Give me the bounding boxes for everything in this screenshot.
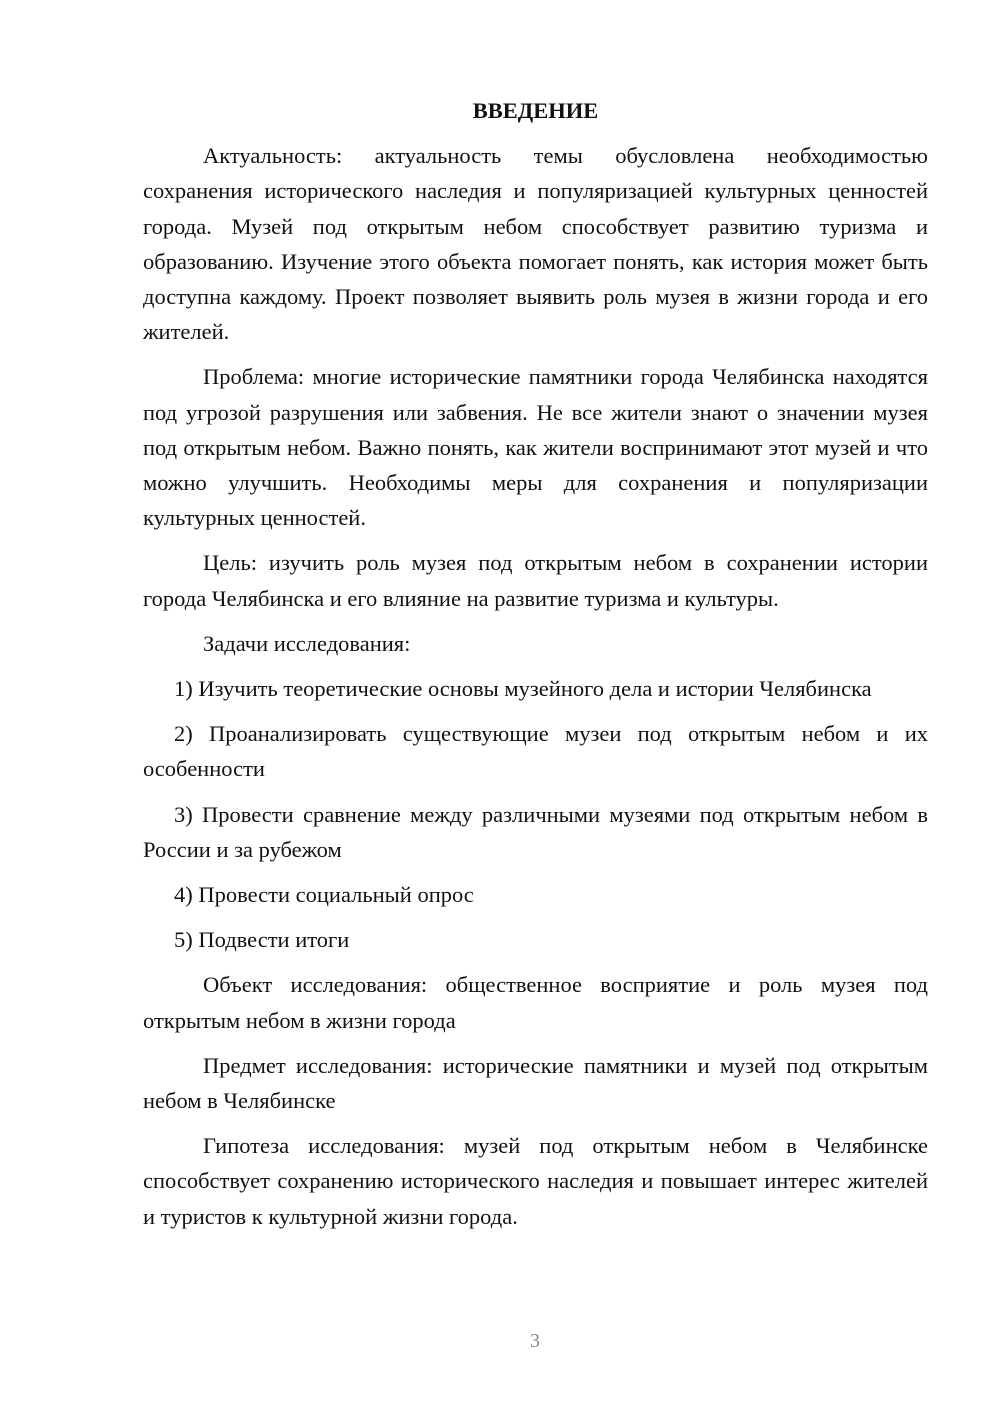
paragraph-object: Объект исследования: общественное восприятие и роль музея под открытым небом в жизни города — [143, 972, 928, 1033]
task-item-2: 2) Проанализировать существующие музеи под открытым небом и их особенности — [143, 721, 928, 782]
paragraph-tasks-heading: Задачи исследования: — [203, 630, 411, 656]
page-title: ВВЕДЕНИЕ — [472, 98, 599, 123]
paragraph-subject: Предмет исследования: исторические памятники и музей под открытым небом в Челябинске — [143, 1052, 928, 1114]
task-item-4: 4) Провести социальный опрос — [174, 882, 474, 908]
task-item-5: 5) Подвести итоги — [174, 927, 350, 953]
task-item-3: 3) Провести сравнение между различными музеями под открытым небом в России и за рубежом — [143, 801, 928, 862]
document-body — [143, 93, 928, 1244]
paragraph-problem: Проблема: многие исторические памятники города Челябинска находятся под угрозой разрушения или забвения. Не все жители знают о значении музея под открытым небом. Важно понять, как жители воспринимают этот музей и что можно улучшить. Необходимы меры для сохранения и популяризации культурных ценностей. — [143, 364, 928, 531]
paragraph-goal: Цель: изучить роль музея под открытым небом в сохранении истории города Челябинска и его влияние на развитие туризма и культуры. — [143, 550, 928, 611]
page-number: 3 — [530, 1330, 540, 1352]
paragraph-hypothesis: Гипотеза исследования: музей под открытым небом в Челябинске способствует сохранению исторического наследия и повышает интерес жителей и туристов к культурной жизни города. — [143, 1133, 928, 1229]
paragraph-relevance: Актуальность: актуальность темы обусловлена необходимостью сохранения исторического наследия и популяризацией культурных ценностей города. Музей под открытым небом способствует развитию туризма и образованию. Изучение этого объекта помогает понять, как история может быть доступна каждому. Проект позволяет выявить роль музея в жизни города и его жителей. — [143, 143, 928, 345]
task-item-1: 1) Изучить теоретические основы музейного дела и истории Челябинска — [174, 676, 872, 702]
